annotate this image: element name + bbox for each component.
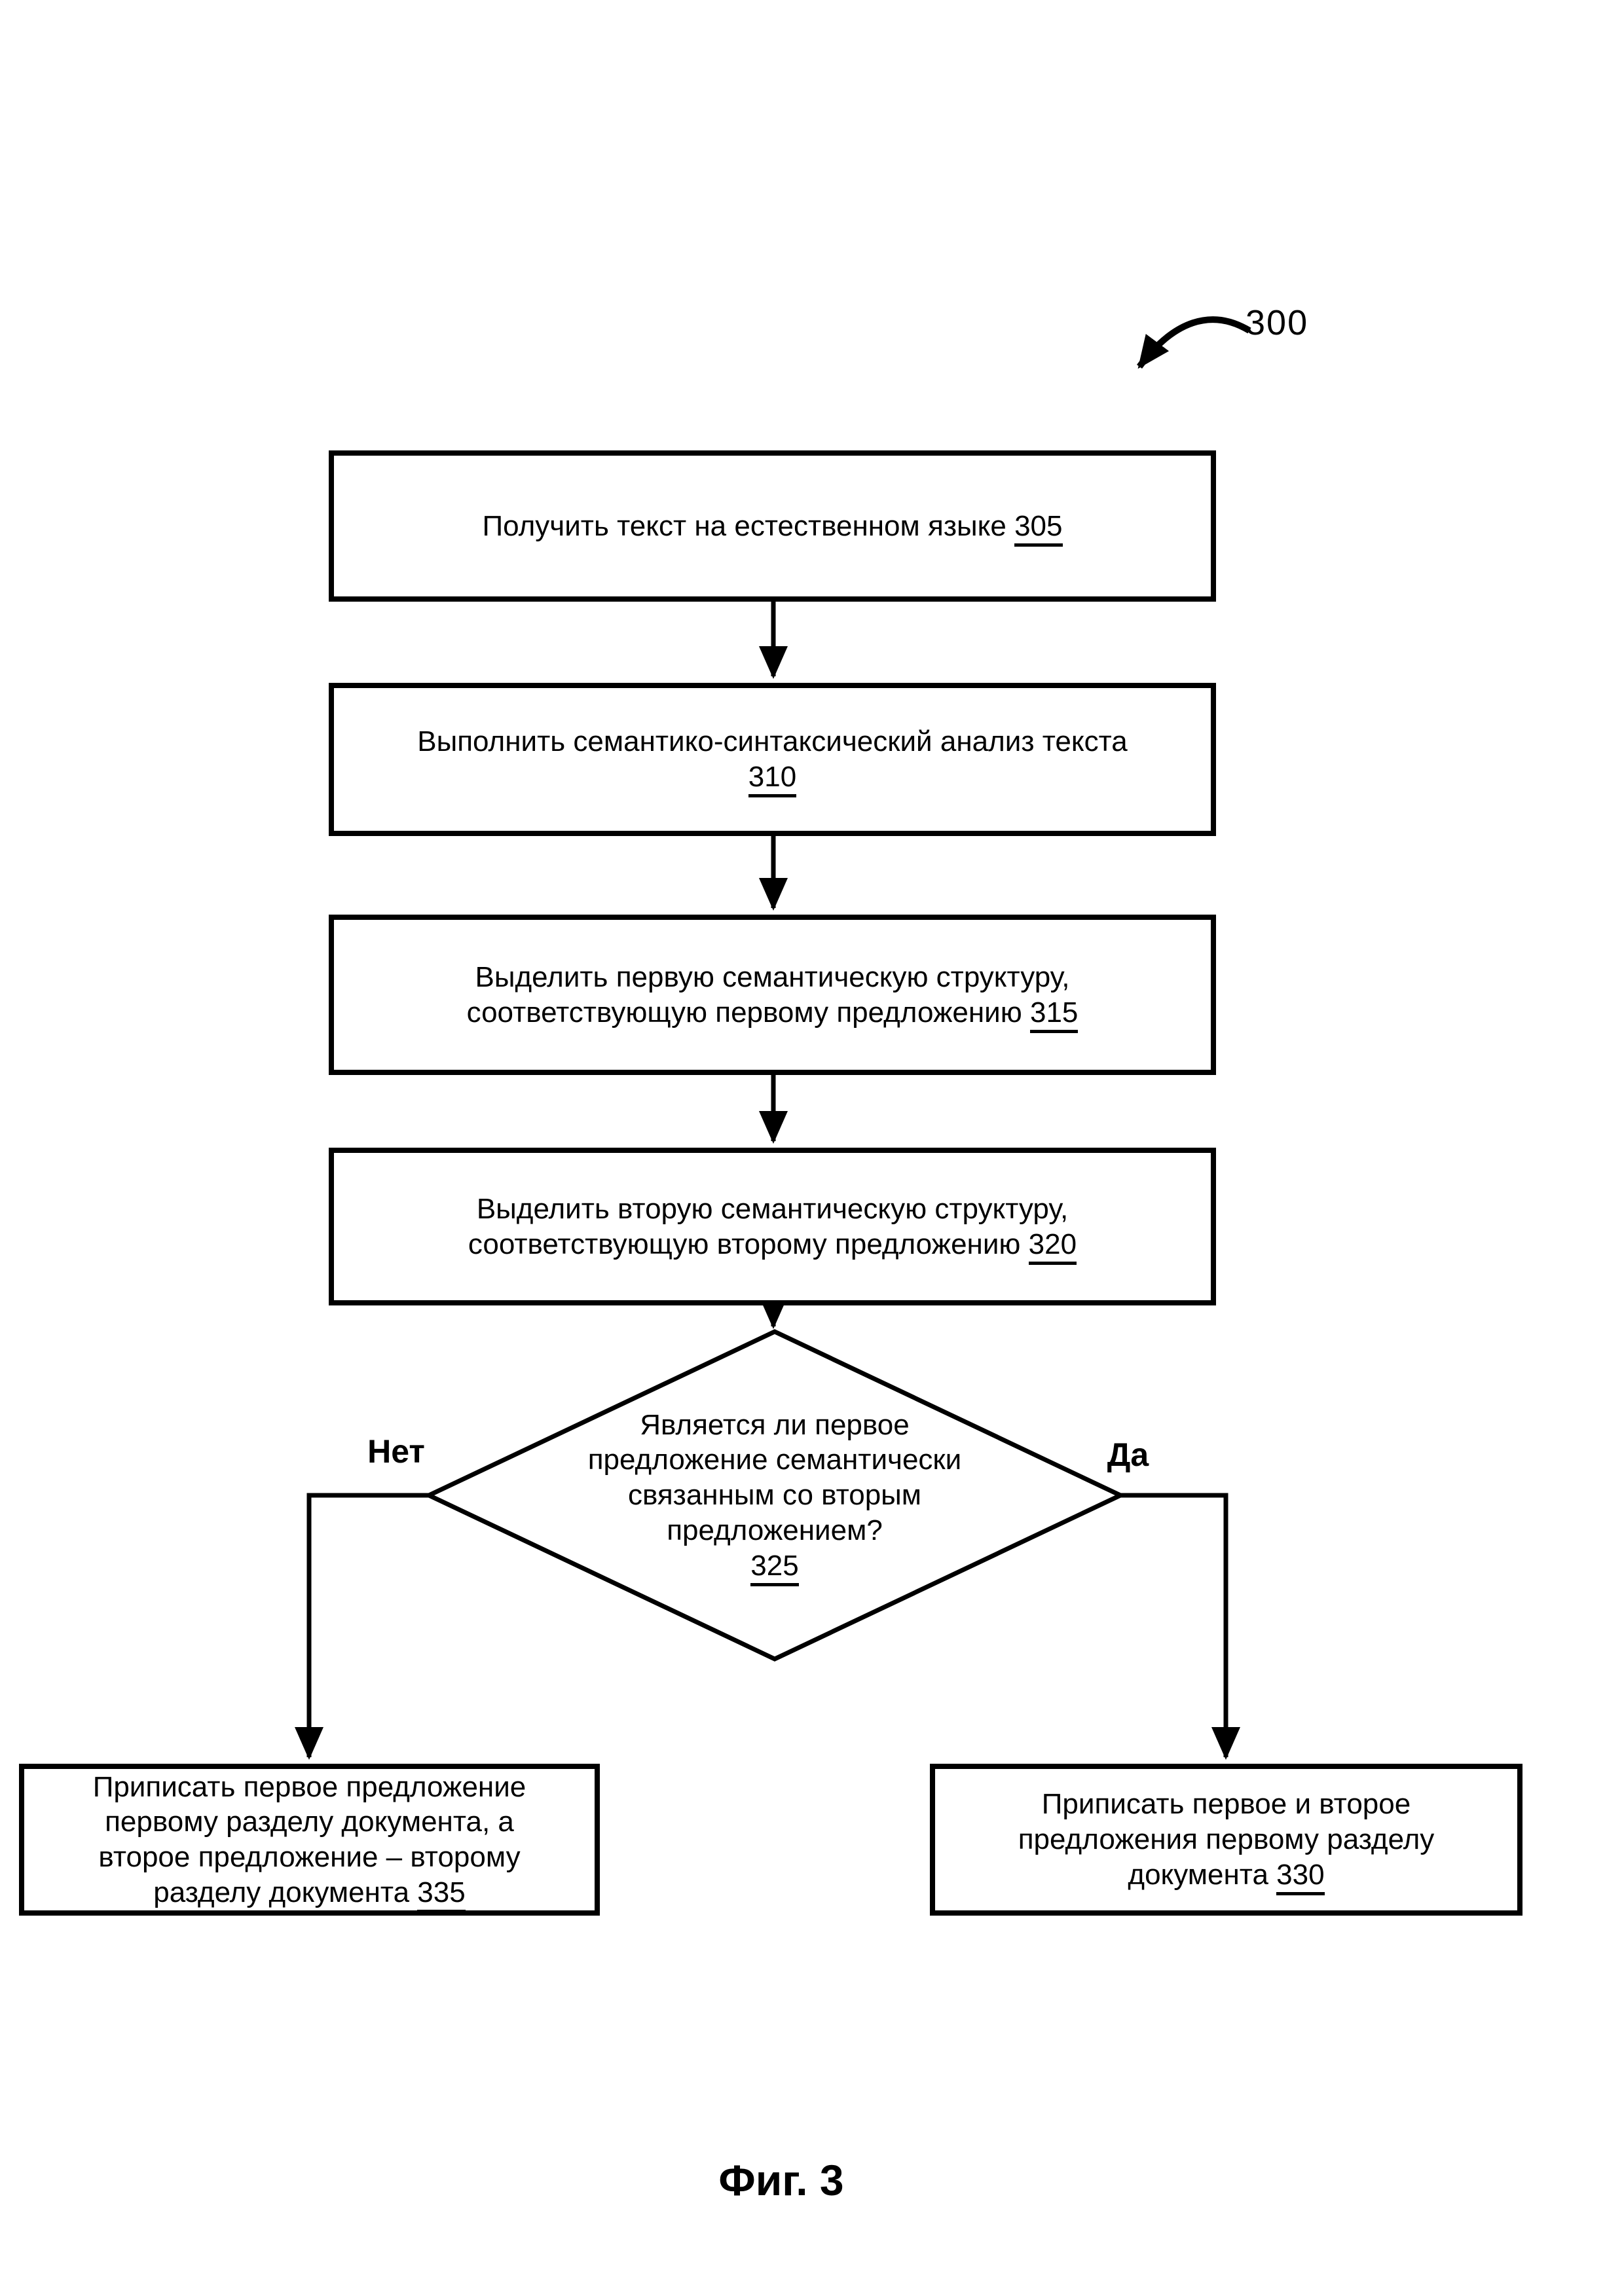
branch-label-yes: Да (1107, 1436, 1149, 1473)
flow-box-320 (329, 1148, 1216, 1305)
arrow-no-branch (309, 1495, 429, 1757)
box-320-ref: 320 (1029, 1228, 1077, 1265)
branch-label-no: Нет (367, 1433, 425, 1470)
box-320-label: Выделить вторую семантическую структуру, соответствующую второму предложению (468, 1192, 1069, 1260)
flow-box-305-text (334, 509, 1211, 544)
box-305-ref: 305 (1014, 510, 1062, 547)
flow-box-335 (19, 1764, 600, 1916)
diamond-325-ref: 325 (750, 1550, 798, 1586)
flow-box-335-text (24, 1770, 595, 1910)
box-305-label: Получить текст на естественном языке (482, 509, 1006, 542)
flow-box-310 (329, 683, 1216, 836)
box-315-ref: 315 (1030, 996, 1078, 1033)
box-315-label: Выделить первую семантическую структуру, соответствующую первому предложению (466, 960, 1070, 1029)
box-310-label: Выполнить семантико-синтаксический анализ текста (417, 725, 1128, 758)
flow-box-315-text (334, 960, 1211, 1030)
flow-box-310-text (334, 724, 1211, 794)
figure-ref-arrow (1139, 319, 1249, 367)
arrow-yes-branch (1120, 1495, 1226, 1757)
box-330-ref: 330 (1276, 1859, 1324, 1895)
box-330-label: Приписать первое и второе предложения первому разделу документа (1018, 1788, 1435, 1891)
decision-325-text (513, 1408, 1037, 1583)
box-335-label: Приписать первое предложение первому разделу документа, а второе предложение – второму разделу документа (92, 1770, 526, 1908)
flow-box-330-text (935, 1787, 1517, 1892)
box-335-ref: 335 (417, 1876, 465, 1913)
flow-box-320-text (334, 1192, 1211, 1262)
diamond-325-label: Является ли первое предложение семантически связанным со вторым предложением? (587, 1408, 962, 1546)
figure-caption: Фиг. 3 (718, 2156, 844, 2204)
flow-box-305 (329, 450, 1216, 602)
decision-diamond-325 (513, 1358, 1037, 1633)
flow-box-315 (329, 915, 1216, 1075)
flow-box-330 (930, 1764, 1522, 1916)
box-310-ref: 310 (748, 761, 796, 797)
figure-ref-label: 300 (1246, 303, 1309, 342)
